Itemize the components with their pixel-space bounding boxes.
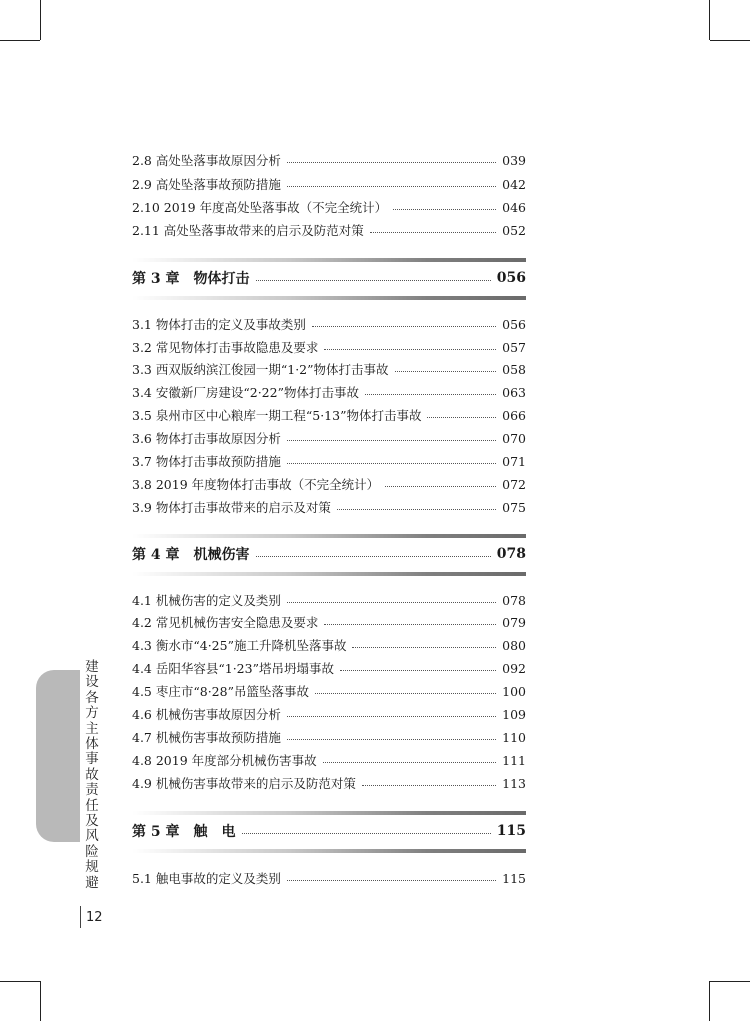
toc-entry-page: 056 <box>502 316 526 332</box>
leader-dots <box>365 394 496 395</box>
toc-entry[interactable] <box>132 337 526 357</box>
toc-entry[interactable] <box>132 428 526 448</box>
toc-entry-label: 2.9 高处坠落事故预防措施 <box>132 177 281 192</box>
leader-dots <box>337 509 496 510</box>
toc-entry-label: 3.8 2019 年度物体打击事故（不完全统计） <box>132 477 380 492</box>
toc-entry[interactable] <box>132 497 526 517</box>
toc-entry-page: 092 <box>502 660 526 676</box>
toc-entry[interactable] <box>132 773 526 793</box>
toc-entry-page: 111 <box>502 752 526 768</box>
toc-entry[interactable] <box>132 382 526 402</box>
toc-entry-label: 3.6 物体打击事故原因分析 <box>132 431 281 446</box>
toc-entry[interactable] <box>132 474 526 494</box>
chapter-heading[interactable] <box>132 817 526 845</box>
toc-entry[interactable] <box>132 727 526 747</box>
toc-entry-page: 063 <box>502 384 526 400</box>
toc-entry[interactable] <box>132 868 526 888</box>
toc-entry-page: 115 <box>502 870 526 886</box>
toc-entry-page: 042 <box>502 176 526 192</box>
toc-entry[interactable] <box>132 314 526 334</box>
chapter-rule <box>132 572 526 576</box>
toc-entry-page: 058 <box>502 361 526 377</box>
leader-dots <box>287 716 496 717</box>
toc-entry-label: 4.6 机械伤害事故原因分析 <box>132 707 281 722</box>
toc-entry-page: 080 <box>502 637 526 653</box>
toc-entry-page: 046 <box>502 199 526 215</box>
leader-dots <box>312 326 496 327</box>
toc-entry[interactable] <box>132 704 526 724</box>
toc-entry-label: 3.7 物体打击事故预防措施 <box>132 454 281 469</box>
chapter-title: 第 5 章 触 电 <box>132 824 236 840</box>
page-number-rule <box>80 906 81 928</box>
leader-dots <box>324 349 496 350</box>
chapter-rule <box>132 534 526 538</box>
toc-entry-label: 3.4 安徽新厂房建设“2·22”物体打击事故 <box>132 385 359 400</box>
toc-entry-label: 4.7 机械伤害事故预防措施 <box>132 730 281 745</box>
toc-entry-label: 4.2 常见机械伤害安全隐患及要求 <box>132 615 319 630</box>
leader-dots <box>287 440 496 441</box>
leader-dots <box>352 647 496 648</box>
toc-entry[interactable] <box>132 658 526 678</box>
toc-entry-page: 109 <box>502 706 526 722</box>
crop-mark <box>40 981 41 1021</box>
toc-entry[interactable] <box>132 635 526 655</box>
toc-entry-label: 5.1 触电事故的定义及类别 <box>132 871 281 886</box>
toc-entry-page: 075 <box>502 499 526 515</box>
leader-dots <box>287 162 496 163</box>
chapter-rule <box>132 811 526 815</box>
crop-mark <box>710 40 750 41</box>
crop-mark <box>709 981 710 1021</box>
side-tab <box>36 670 80 842</box>
crop-mark <box>0 40 40 41</box>
toc-entry-page: 110 <box>502 729 526 745</box>
toc-entry-page: 079 <box>502 614 526 630</box>
chapter-rule <box>132 296 526 300</box>
leader-dots <box>287 880 496 881</box>
leader-dots <box>340 670 496 671</box>
toc-entry[interactable] <box>132 220 526 240</box>
toc-entry-page: 070 <box>502 430 526 446</box>
toc-entry[interactable] <box>132 451 526 471</box>
toc-entry-page: 039 <box>502 152 526 168</box>
toc-entry[interactable] <box>132 197 526 217</box>
leader-dots <box>362 785 496 786</box>
toc-entry-page: 052 <box>502 222 526 238</box>
leader-dots <box>370 232 496 233</box>
toc-entry-label: 4.1 机械伤害的定义及类别 <box>132 593 281 608</box>
toc-entry[interactable] <box>132 612 526 632</box>
toc-entry-page: 066 <box>502 407 526 423</box>
toc-entry-label: 4.5 枣庄市“8·28”吊篮坠落事故 <box>132 684 309 699</box>
toc-entry-label: 3.5 泉州市区中心粮库一期工程“5·13”物体打击事故 <box>132 408 422 423</box>
leader-dots <box>287 602 496 603</box>
toc-entry[interactable] <box>132 590 526 610</box>
leader-dots <box>256 556 491 557</box>
chapter-page: 056 <box>496 270 526 286</box>
toc-entry-label: 3.9 物体打击事故带来的启示及对策 <box>132 500 331 515</box>
toc-entry[interactable] <box>132 150 526 170</box>
leader-dots <box>287 739 496 740</box>
chapter-title: 第 3 章 物体打击 <box>132 271 250 287</box>
leader-dots <box>287 463 496 464</box>
leader-dots <box>256 280 491 281</box>
chapter-title: 第 4 章 机械伤害 <box>132 547 250 563</box>
crop-mark <box>0 981 40 982</box>
toc-entry-label: 4.8 2019 年度部分机械伤害事故 <box>132 753 317 768</box>
toc-entry-page: 071 <box>502 453 526 469</box>
chapter-rule <box>132 849 526 853</box>
chapter-page: 078 <box>496 546 526 562</box>
leader-dots <box>324 624 496 625</box>
chapter-heading[interactable] <box>132 264 526 292</box>
leader-dots <box>395 371 497 372</box>
chapter-rule <box>132 258 526 262</box>
toc-entry-label: 4.3 衡水市“4·25”施工升降机坠落事故 <box>132 638 347 653</box>
leader-dots <box>323 762 497 763</box>
toc-entry[interactable] <box>132 174 526 194</box>
leader-dots <box>315 693 496 694</box>
chapter-heading[interactable] <box>132 540 526 568</box>
toc-entry-label: 2.11 高处坠落事故带来的启示及防范对策 <box>132 223 364 238</box>
toc-entry[interactable] <box>132 681 526 701</box>
leader-dots <box>427 417 496 418</box>
toc-entry-label: 3.2 常见物体打击事故隐患及要求 <box>132 340 319 355</box>
toc-entry-label: 4.4 岳阳华容县“1·23”塔吊坍塌事故 <box>132 661 334 676</box>
chapter-page: 115 <box>496 823 526 839</box>
crop-mark <box>710 981 750 982</box>
toc-entry-page: 072 <box>502 476 526 492</box>
leader-dots <box>242 833 491 834</box>
toc-entry[interactable] <box>132 359 526 379</box>
crop-mark <box>40 0 41 40</box>
toc-entry-label: 4.9 机械伤害事故带来的启示及防范对策 <box>132 776 356 791</box>
toc-entry-label: 3.1 物体打击的定义及事故类别 <box>132 317 306 332</box>
toc-entry-page: 078 <box>502 592 526 608</box>
toc-entry-label: 2.10 2019 年度高处坠落事故（不完全统计） <box>132 200 388 215</box>
toc-entry[interactable] <box>132 405 526 425</box>
table-of-contents <box>132 0 526 1021</box>
toc-entry-page: 057 <box>502 339 526 355</box>
leader-dots <box>393 209 496 210</box>
toc-entry[interactable] <box>132 750 526 770</box>
crop-mark <box>709 0 710 40</box>
toc-entry-label: 3.3 西双版纳滨江俊园一期“1·2”物体打击事故 <box>132 362 389 377</box>
leader-dots <box>287 186 496 187</box>
book-title-vertical: 建设各方主体事故责任及风险规避 <box>85 659 99 891</box>
leader-dots <box>385 486 496 487</box>
toc-entry-page: 100 <box>502 683 526 699</box>
toc-entry-page: 113 <box>502 775 526 791</box>
toc-entry-label: 2.8 高处坠落事故原因分析 <box>132 153 281 168</box>
page-number: 12 <box>86 910 103 925</box>
